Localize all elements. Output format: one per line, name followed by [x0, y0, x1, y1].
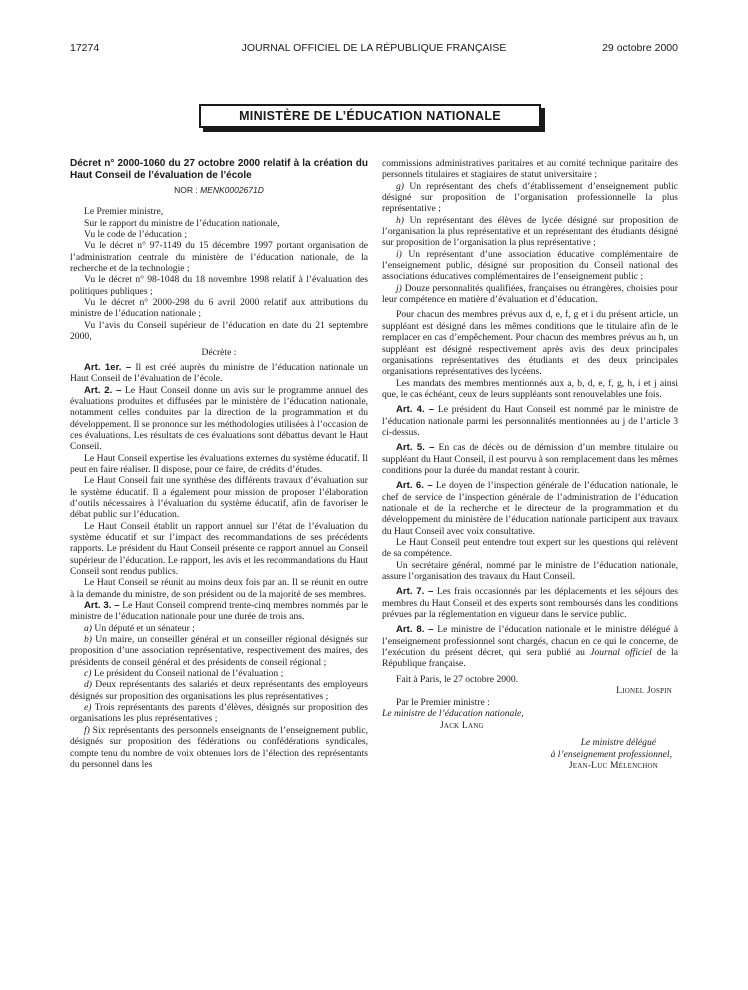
article-3-item — [382, 249, 678, 283]
item-text: Trois représentants des parents d’élèves, désignés sur proposition des organisations les plus représentatives ; — [70, 702, 368, 725]
intro-line: Vu l’avis du Conseil supérieur de l’éducation en date du 21 septembre 2000, — [70, 319, 368, 343]
item-letter: h) — [396, 214, 404, 226]
section-heading: MINISTÈRE DE L’ÉDUCATION NATIONALE — [199, 104, 541, 128]
article-8-label: Art. 8. – — [396, 624, 434, 636]
article-8-text-end: de la République française. — [382, 647, 678, 670]
intro-line: Vu le code de l’éducation ; — [84, 229, 188, 241]
article-2-paragraph: Le Haut Conseil se réunit au moins deux fois par an. Il se réunit en outre à la demande du ministre, de son président ou de la majorité de ses membres. — [70, 577, 368, 600]
article-3 — [70, 600, 368, 623]
nor-code: MENK0002671D — [200, 185, 264, 195]
article-3-item — [382, 283, 678, 306]
article-8-text: Le ministre de l’éducation nationale et le ministre délégué à l’enseignement professionnel sont chargés, chacun en ce qui le concerne, de l’exécution du présent décret, qui sera publié au — [382, 624, 678, 659]
article-2-text: Le Haut Conseil donne un avis sur le programme annuel des évaluations produites et diffusées par le ministère de l’éducation nationale, notamment celles conduites par la direction de la programmation et du développement. Il se prononce sur les méthodologies utilisées à l’occasion de ces évaluations. Les résultats de ces évaluations sont débattus devant le Haut Conseil. — [70, 384, 368, 453]
article-5-text: En cas de décès ou de démission d’un membre titulaire ou suppléant du Haut Conseil, il est pourvu à son remplacement dans les mêmes conditions pour la durée du mandat restant à courir. — [382, 442, 679, 476]
article-2-paragraph: Le Haut Conseil expertise les évaluations externes du système éducatif. Il peut en faire réaliser. Il dispose, pour ce faire, de crédits d’études. — [70, 452, 368, 475]
item-text: Un député et un sénateur ; — [94, 622, 195, 634]
item-text: Deux représentants des salariés et deux représentants des employeurs désignés sur proposition des organisations les plus représentatives ; — [70, 679, 368, 702]
article-3-item — [70, 623, 368, 634]
article-2-paragraph: Le Haut Conseil établit un rapport annuel sur l’état de l’évaluation du système éducatif et sur l’impact des recommandations de ses précédents rapports. Le président du Haut Conseil présente ce rapport annuel au Conseil supérieur de l’éducation. Le rapport, les avis et les recommandations du Haut Conseil sont rendus publics. — [70, 520, 368, 577]
item-letter: c) — [84, 668, 92, 680]
article-5-label: Art. 5. – — [396, 442, 435, 454]
article-7 — [382, 586, 678, 620]
item-text: Un représentant d’une association éducative complémentaire de l’enseignement public, désigné sur proposition du Conseil national des associations éducatives complémentaires de l’enseignement public ; — [382, 248, 678, 283]
article-3-item — [70, 679, 368, 702]
item-letter: a) — [84, 622, 92, 634]
journal-officiel-text: Journal officiel — [590, 647, 652, 659]
article-2-paragraph: Le Haut Conseil fait une synthèse des différents travaux d’évaluation sur le système éducatif. Il a également pour mission de proposer l’élaboration d’outils nécessaires à l’évaluation du système éducatif, afin de favoriser le débat public sur l’éducation. — [70, 475, 368, 521]
right-column — [382, 158, 678, 772]
article-6-label: Art. 6. – — [396, 480, 433, 492]
article-3-item — [382, 181, 678, 215]
article-6-paragraph: Un secrétaire général, nommé par le ministre de l’éducation nationale, assure l’organisation des travaux du Haut Conseil. — [382, 559, 678, 583]
item-letter: d) — [84, 679, 92, 691]
suppleant-paragraph: Pour chacun des membres prévus aux d, e, f, g et i du présent article, un suppléant est désigné dans les mêmes conditions que le titulaire afin de le remplacer en cas d’empêchement. Pour chacun des membres prévus au h, un suppléant est désigné respectivement après avis des deux principales organisations représentatives des étudiants et des deux principales organisations représentatives des lycéens. — [382, 309, 678, 378]
article-1-text: Il est créé auprès du ministre de l’éducation nationale un Haut Conseil de l’évaluation de l’école. — [70, 361, 368, 385]
article-6-text: Le doyen de l’inspection générale de l’éducation nationale, le chef de service de l’inspection générale de l’administration de l’éducation nationale et de la recherche et le directeur de la programmation et du développement du ministère de l’éducation nationale participent aux travaux du Haut Conseil avec voix consultative. — [382, 480, 678, 537]
article-1-label: Art. 1er. – — [84, 361, 132, 373]
intro-line: Vu le décret n° 98-1048 du 18 novembre 1998 relatif à l’évaluation des politiques publiques ; — [70, 274, 368, 297]
item-text: Six représentants des personnels enseignants de l’enseignement public, désignés sur proposition des fédérations ou confédérations syndicales, compte tenu du nombre de voix obtenues lors de l’élection des représentants du personnel dans les — [70, 724, 368, 770]
article-4-label: Art. 4. – — [396, 404, 435, 416]
intro-line: Vu le décret n° 97-1149 du 15 décembre 1997 portant organisation de l’administration centrale du ministère de l’éducation nationale, de la recherche et de la technologie ; — [70, 240, 368, 275]
article-3-label: Art. 3. – — [84, 600, 120, 612]
article-3-item — [70, 634, 368, 668]
article-7-text: Les frais occasionnés par les déplacements et les séjours des membres du Haut Conseil et des experts sont remboursés dans les conditions prévues par la réglementation en vigueur dans le service public. — [382, 586, 678, 621]
item-text: Un maire, un conseiller général et un conseiller régional désignés sur proposition d’une association représentative, respectivement des maires, des présidents de conseil général et des présidents de conseil régional ; — [70, 634, 368, 668]
item-text: Le président du Conseil national de l’évaluation ; — [93, 668, 284, 680]
decree-title: Décret n° 2000-1060 du 27 octobre 2000 relatif à la création du Haut Conseil de l’évaluation de l’école — [70, 158, 368, 181]
item-letter: i) — [396, 248, 402, 260]
delegate-title-line-1: Le ministre délégué — [580, 737, 656, 749]
item-text: Un représentant des chefs d’établissement d’enseignement public désigné sur proposition de l’organisation professionnelle la plus représentative ; — [382, 180, 679, 215]
article-3-item — [70, 702, 368, 725]
article-1 — [70, 362, 368, 385]
article-3-text: Le Haut Conseil comprend trente-cinq membres nommés par le ministre de l’éducation nationale pour une durée de trois ans. — [70, 600, 368, 623]
section-heading-box — [199, 104, 545, 132]
decrete-line: Décrète : — [201, 347, 237, 359]
journal-title: JOURNAL OFFICIEL DE LA RÉPUBLIQUE FRANÇAISE — [241, 42, 507, 54]
article-4-text: Le président du Haut Conseil est nommé par le ministre de l’éducation nationale parmi les personnalités mentionnées au j de l’article 3 ci-dessus. — [382, 404, 678, 438]
item-letter: j) — [396, 282, 402, 294]
article-8 — [382, 624, 678, 669]
article-2-label: Art. 2. – — [84, 384, 122, 396]
article-7-label: Art. 7. – — [396, 586, 434, 598]
intro-line: Sur le rapport du ministre de l’éducation nationale, — [84, 217, 280, 229]
intro-line: Vu le décret n° 2000-298 du 6 avril 2000 relatif aux attributions du ministre de l’éducation nationale ; — [70, 297, 368, 320]
continued-text: commissions administratives paritaires et au comité technique paritaire des personnels titulaires et stagiaires de statut universitaire ; — [382, 158, 678, 181]
prime-minister-label: Par le Premier ministre : — [396, 696, 490, 708]
item-letter: f) — [84, 724, 90, 736]
page-number: 17274 — [70, 42, 100, 54]
prime-minister-name: Lionel Jospin — [616, 685, 672, 697]
item-letter: b) — [84, 634, 92, 646]
delegate-name: Jean-Luc Mélenchon — [568, 760, 658, 772]
article-3-item — [382, 215, 678, 249]
article-6-paragraph: Le Haut Conseil peut entendre tout expert sur les questions qui relèvent de sa compétence. — [382, 537, 678, 560]
nor-reference — [70, 185, 368, 196]
minister-name: Jack Lang — [440, 719, 484, 731]
nor-label: NOR : — [174, 185, 198, 195]
mandats-paragraph: Les mandats des membres mentionnés aux a, b, d, e, f, g, h, i et j ainsi que, le cas échéant, ceux de leurs suppléants sont renouvelables une fois. — [382, 377, 678, 400]
fait-a-paris: Fait à Paris, le 27 octobre 2000. — [396, 673, 519, 685]
article-3-item — [70, 668, 368, 679]
article-6 — [382, 480, 678, 537]
signatures — [382, 685, 678, 772]
article-4 — [382, 404, 678, 438]
publication-date: 29 octobre 2000 — [602, 42, 678, 54]
article-5 — [382, 442, 678, 476]
intro-line: Le Premier ministre, — [84, 206, 164, 218]
item-letter: e) — [84, 702, 92, 714]
article-3-item — [70, 725, 368, 770]
item-text: Douze personnalités qualifiées, françaises ou étrangères, choisies pour leur compétence en matière d’évaluation et d’éducation. — [382, 282, 678, 306]
delegate-title-line-2: à l’enseignement professionnel, — [550, 748, 672, 760]
article-2 — [70, 385, 368, 453]
left-column — [70, 158, 368, 770]
item-text: Un représentant des élèves de lycée désigné sur proposition de l’organisation la plus représentative et un représentant des étudiants désigné sur proposition de l’organisation la plus représentative ; — [382, 214, 678, 249]
minister-title: Le ministre de l’éducation nationale, — [382, 708, 524, 720]
item-letter: g) — [396, 180, 404, 192]
